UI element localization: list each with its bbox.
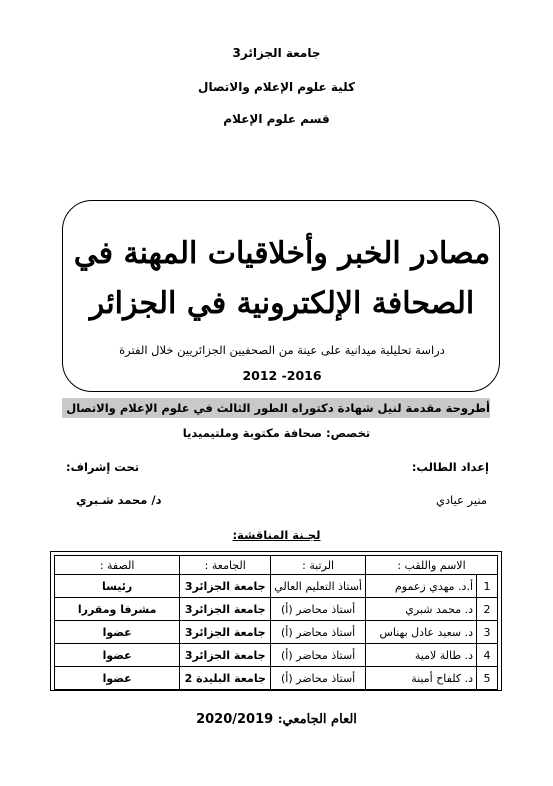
specialization: تخصص: صحافة مكتوبة وملتيميديا [182, 426, 371, 440]
member-university: جامعة الجزائر3 [180, 621, 271, 644]
department-name: قسم علوم الإعلام [223, 112, 330, 126]
faculty-name: كلية علوم الإعلام والاتصال [198, 80, 355, 94]
title-box [62, 200, 500, 392]
student-name: منير عيادي [435, 493, 487, 507]
academic-year [0, 712, 553, 727]
committee-title: لجـنة المناقشة: [232, 528, 321, 542]
header-name: الاسم واللقب : [366, 556, 498, 575]
prepared-by-label: إعداد الطالب: [411, 460, 489, 474]
row-number: 2 [477, 598, 498, 621]
member-role: مشرفا ومقررا [55, 598, 180, 621]
member-name: د. محمد شبري [366, 598, 477, 621]
member-university: جامعة الجزائر3 [180, 575, 271, 598]
committee-table [54, 555, 498, 690]
row-number: 1 [477, 575, 498, 598]
supervision-label: تحت إشراف: [66, 460, 140, 474]
academic-year-label: العام الجامعي: [277, 712, 357, 727]
member-university: جامعة البليدة 2 [180, 667, 271, 690]
member-rank: أستاذ محاضر (أ) [271, 598, 366, 621]
member-name: د. كلفاح أمينة [366, 667, 477, 690]
university-name: جامعة الجزائر3 [232, 46, 321, 60]
header-university: الجامعة : [180, 556, 271, 575]
academic-year-value: 2020/2019 [196, 712, 274, 727]
header-role: الصفة : [55, 556, 180, 575]
committee-table-frame [50, 551, 502, 691]
thesis-subtitle: دراسة تحليلية ميدانية على عينة من الصحفيين الجزائريين خلال الفترة [119, 343, 445, 357]
row-number: 3 [477, 621, 498, 644]
member-role: عضوا [55, 621, 180, 644]
study-period: 2012 -2016 [242, 368, 322, 383]
header-rank: الرتبة : [271, 556, 366, 575]
member-role: رئيسا [55, 575, 180, 598]
member-name: أ.د. مهدي زعموم [366, 575, 477, 598]
table-row [55, 598, 498, 621]
thesis-description: أطروحة مقدمة لنيل شهادة دكتوراه الطور الثالث في علوم الإعلام والاتصال [62, 398, 490, 418]
member-rank: أستاذ محاضر (أ) [271, 644, 366, 667]
member-rank: أستاذ محاضر (أ) [271, 621, 366, 644]
table-row [55, 644, 498, 667]
member-role: عضوا [55, 644, 180, 667]
member-university: جامعة الجزائر3 [180, 598, 271, 621]
supervisor-name: د/ محمد شـبري [76, 493, 162, 507]
table-row [55, 621, 498, 644]
row-number: 4 [477, 644, 498, 667]
member-rank: أستاذ التعليم العالي [271, 575, 366, 598]
member-role: عضوا [55, 667, 180, 690]
member-university: جامعة الجزائر3 [180, 644, 271, 667]
member-rank: أستاذ محاضر (أ) [271, 667, 366, 690]
table-header-row [55, 556, 498, 575]
row-number: 5 [477, 667, 498, 690]
member-name: د. سعيد عادل بهناس [366, 621, 477, 644]
table-row [55, 575, 498, 598]
member-name: د. طالة لامية [366, 644, 477, 667]
table-row [55, 667, 498, 690]
thesis-title-line-1: مصادر الخبر وأخلاقيات المهنة في [73, 236, 491, 271]
thesis-title-line-2: الصحافة الإلكترونية في الجزائر [89, 286, 475, 321]
